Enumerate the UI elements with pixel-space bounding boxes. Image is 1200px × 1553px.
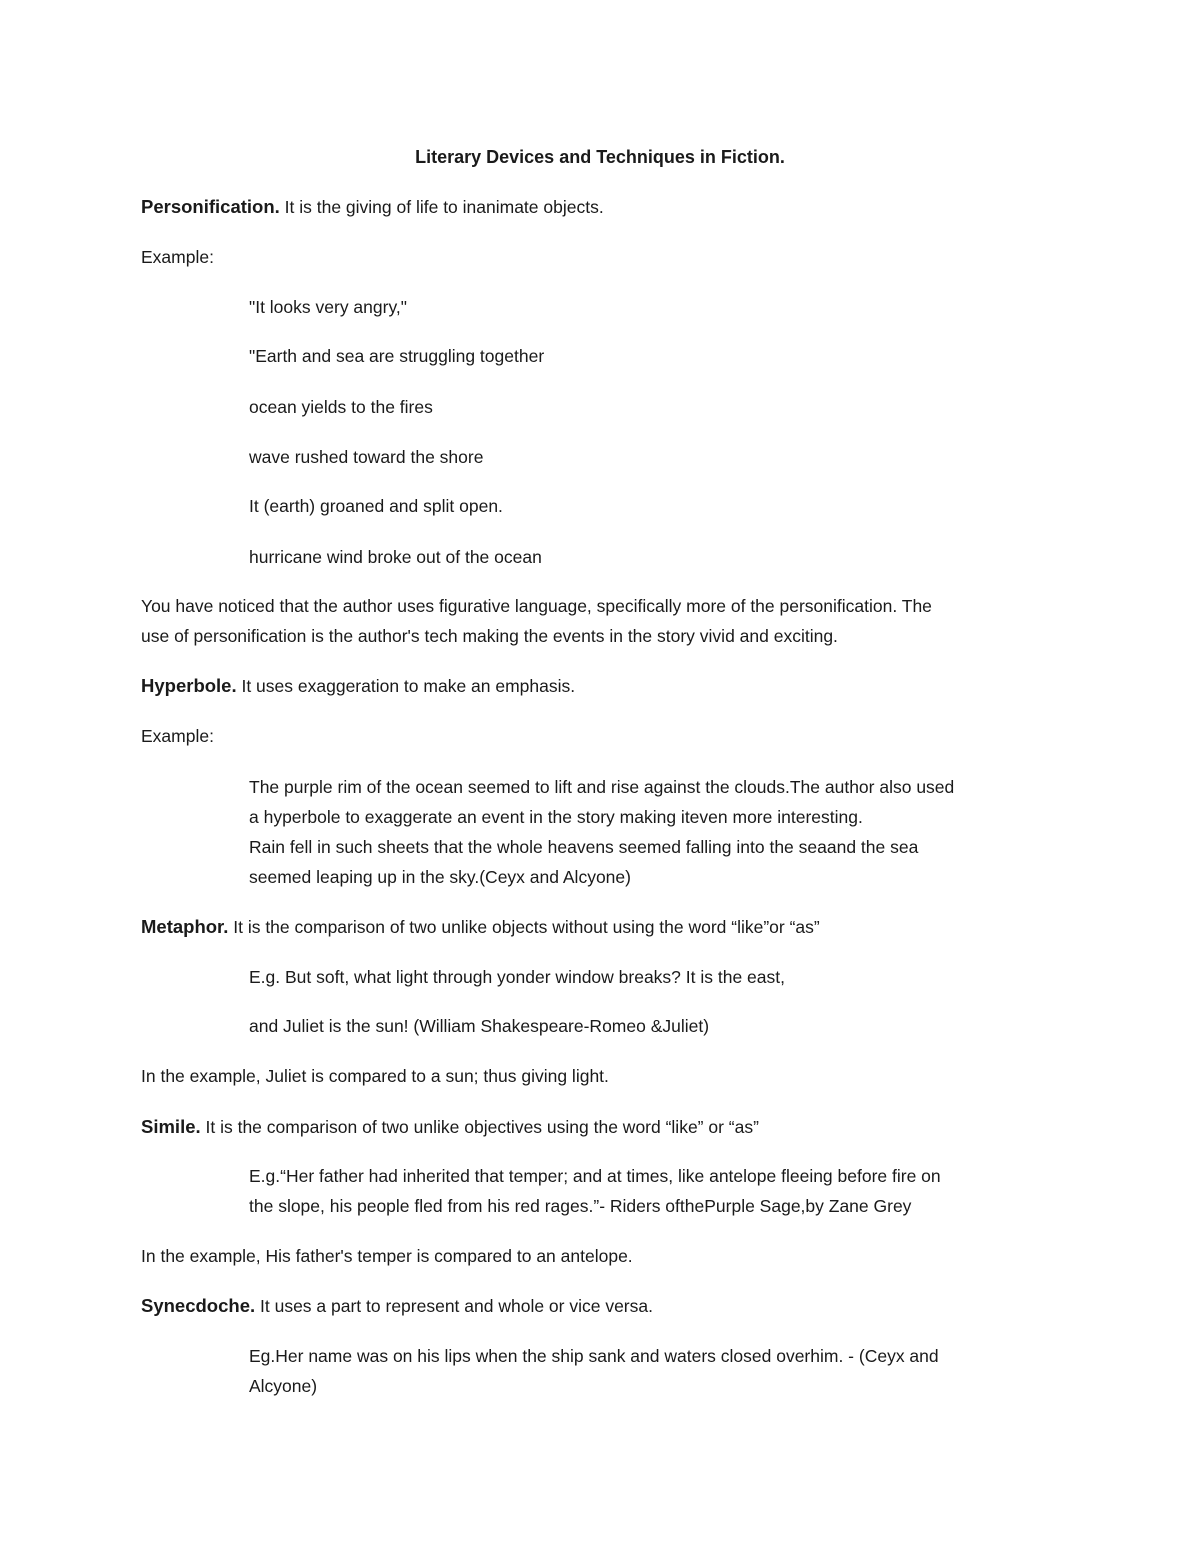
personification-example: ocean yields to the fires <box>249 397 433 417</box>
hyperbole-example: seemed leaping up in the sky.(Ceyx and Alcyone) <box>249 867 631 887</box>
personification-definition: It is the giving of life to inanimate objects. <box>279 197 604 217</box>
personification-example: wave rushed toward the shore <box>249 447 484 467</box>
simile-note: In the example, His father's temper is compared to an antelope. <box>141 1246 633 1266</box>
synecdoche-heading <box>141 1295 653 1317</box>
personification-heading <box>141 196 604 218</box>
simile-example: the slope, his people fled from his red rages.”- Riders ofthePurple Sage,by Zane Grey <box>249 1196 912 1216</box>
page-title: Literary Devices and Techniques in Fiction. <box>415 147 785 167</box>
synecdoche-example: Eg.Her name was on his lips when the ship sank and waters closed overhim. - (Ceyx and <box>249 1346 939 1366</box>
metaphor-note: In the example, Juliet is compared to a sun; thus giving light. <box>141 1066 609 1086</box>
hyperbole-term: Hyperbole. <box>141 675 237 696</box>
personification-example-label: Example: <box>141 247 214 267</box>
simile-heading <box>141 1116 759 1138</box>
simile-example: E.g.“Her father had inherited that temper; and at times, like antelope fleeing before fire on <box>249 1166 941 1186</box>
hyperbole-example-label: Example: <box>141 726 214 746</box>
synecdoche-term: Synecdoche. <box>141 1295 256 1316</box>
metaphor-heading <box>141 916 820 938</box>
synecdoche-example: Alcyone) <box>249 1376 318 1396</box>
simile-term: Simile. <box>141 1116 201 1137</box>
personification-note-line: You have noticed that the author uses figurative language, specifically more of the personification. The <box>141 596 932 616</box>
personification-example: hurricane wind broke out of the ocean <box>249 547 542 567</box>
hyperbole-definition: It uses exaggeration to make an emphasis. <box>236 676 576 696</box>
simile-definition: It is the comparison of two unlike objectives using the word “like” or “as” <box>200 1117 759 1137</box>
personification-example: It (earth) groaned and split open. <box>249 496 503 516</box>
personification-example: "It looks very angry," <box>249 297 407 317</box>
hyperbole-heading <box>141 675 575 697</box>
metaphor-definition: It is the comparison of two unlike objects without using the word “like”or “as” <box>228 917 820 937</box>
hyperbole-example: a hyperbole to exaggerate an event in the story making iteven more interesting. <box>249 807 863 827</box>
hyperbole-example: The purple rim of the ocean seemed to lift and rise against the clouds.The author also used <box>249 777 955 797</box>
personification-example: "Earth and sea are struggling together <box>249 346 545 366</box>
personification-term: Personification. <box>141 196 280 217</box>
metaphor-example: and Juliet is the sun! (William Shakespeare-Romeo &Juliet) <box>249 1016 710 1036</box>
synecdoche-definition: It uses a part to represent and whole or vice versa. <box>255 1296 653 1316</box>
hyperbole-example: Rain fell in such sheets that the whole heavens seemed falling into the seaand the sea <box>249 837 919 857</box>
personification-note-line: use of personification is the author's tech making the events in the story vivid and exciting. <box>141 626 838 646</box>
metaphor-term: Metaphor. <box>141 916 229 937</box>
metaphor-example: E.g. But soft, what light through yonder window breaks? It is the east, <box>249 967 785 987</box>
